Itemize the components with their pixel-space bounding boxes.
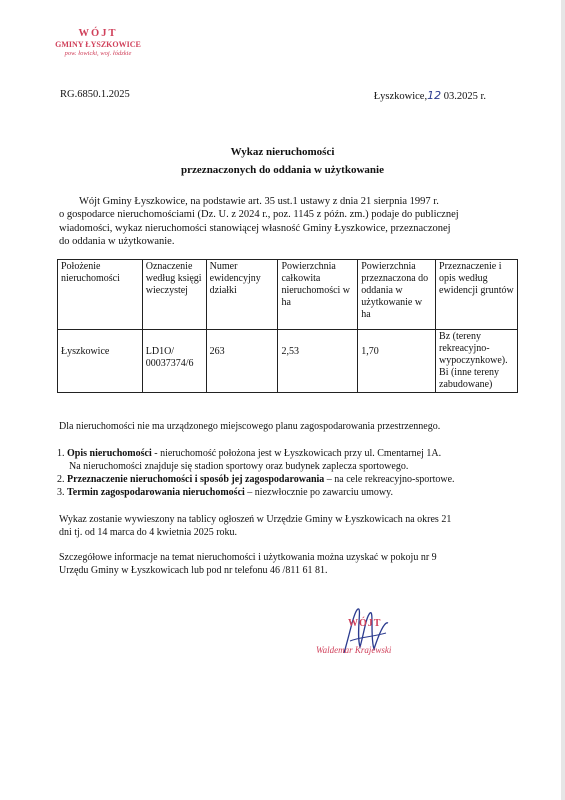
header-purpose: Przeznaczenie i opis według ewidencji gruntów bbox=[436, 260, 518, 330]
list-item bbox=[57, 447, 527, 460]
document-title: Wykaz nieruchomości bbox=[230, 146, 335, 158]
posting-line: Wykaz zostanie wywieszony na tablicy ogłoszeń w Urzędzie Gminy w Łyszkowicach na okres 21 bbox=[59, 514, 452, 525]
document-subtitle: przeznaczonych do oddania w użytkowanie bbox=[181, 164, 384, 176]
list-text: – na cele rekreacyjno-sportowe. bbox=[324, 474, 455, 485]
intro-line: do oddania w użytkowanie. bbox=[59, 235, 175, 247]
stamp-municipality: GMINY ŁYSZKOWICE bbox=[55, 40, 141, 49]
list-number: 1. bbox=[57, 448, 65, 459]
signature-title: WÓJT bbox=[348, 618, 382, 629]
intro-paragraph bbox=[59, 195, 514, 248]
cell-location: Łyszkowice bbox=[58, 330, 143, 393]
date-rest: 03.2025 r. bbox=[443, 91, 486, 102]
signature-name: Waldemar Krajewski bbox=[316, 645, 392, 655]
cell-purpose: Bz (tereny rekreacyjno-wypoczynkowe). Bi (inne tereny zabudowane) bbox=[436, 330, 518, 393]
list-number: 2. bbox=[57, 474, 65, 485]
intro-line: wiadomości, wykaz nieruchomości stanowiącej własność Gminy Łyszkowice, przeznaczonej bbox=[59, 222, 451, 234]
cell-total-area: 2,53 bbox=[278, 330, 358, 393]
intro-line: o gospodarce nieruchomościami (Dz. U. z 2024 r., poz. 1145 z późn. zm.) podaje do publicznej bbox=[59, 209, 459, 221]
reference-number: RG.6850.1.2025 bbox=[60, 89, 130, 100]
header-lease-area: Powierzchnia przeznaczona do oddania w użytkowanie w ha bbox=[358, 260, 436, 330]
posting-note bbox=[59, 514, 529, 540]
property-details-list bbox=[57, 447, 527, 499]
office-stamp bbox=[48, 28, 148, 57]
cell-parcel-number: 263 bbox=[206, 330, 278, 393]
list-text: - nieruchomość położona jest w Łyszkowicach przy ul. Cmentarnej 1A. bbox=[151, 448, 442, 459]
list-label: Termin zagospodarowania nieruchomości bbox=[67, 487, 245, 498]
list-text: – niezwłocznie po zawarciu umowy. bbox=[244, 487, 393, 498]
list-item-continuation: Na nieruchomości znajduje się stadion sportowy oraz budynek zaplecza sportowego. bbox=[69, 461, 409, 472]
document-date bbox=[374, 89, 486, 102]
list-item bbox=[57, 486, 527, 499]
header-total-area: Powierzchnia całkowita nieruchomości w ha bbox=[278, 260, 358, 330]
header-parcel-number: Numer ewidencyjny działki bbox=[206, 260, 278, 330]
cell-land-register: LD1O/ 00037374/6 bbox=[142, 330, 206, 393]
contact-note bbox=[59, 552, 529, 578]
header-land-register: Oznaczenie według księgi wieczystej bbox=[142, 260, 206, 330]
table-row bbox=[58, 330, 518, 393]
date-place: Łyszkowice, bbox=[373, 91, 428, 102]
contact-line: Urzędu Gminy w Łyszkowicach lub pod nr telefonu 46 /811 61 81. bbox=[59, 564, 328, 576]
date-day-handwritten: 12 bbox=[427, 89, 442, 102]
scan-edge bbox=[561, 0, 565, 800]
property-table bbox=[57, 259, 518, 393]
cell-lease-area: 1,70 bbox=[358, 330, 436, 393]
list-label: Opis nieruchomości bbox=[67, 448, 152, 459]
header-location: Położenie nieruchomości bbox=[58, 260, 143, 330]
posting-line: dni tj. od 14 marca do 4 kwietnia 2025 roku. bbox=[59, 526, 238, 538]
list-number: 3. bbox=[57, 487, 65, 498]
table-header-row bbox=[58, 260, 518, 330]
plan-note: Dla nieruchomości nie ma urządzonego miejscowego planu zagospodarowania przestrzennego. bbox=[59, 421, 441, 432]
stamp-title: WÓJT bbox=[78, 28, 118, 39]
stamp-district: pow. łowicki, woj. łódzkie bbox=[64, 50, 132, 57]
signature-stamp bbox=[306, 603, 416, 663]
contact-line: Szczegółowe informacje na temat nieruchomości i użytkowania można uzyskać w pokoju nr 9 bbox=[59, 552, 437, 563]
list-label: Przeznaczenie nieruchomości i sposób jej zagospodarowania bbox=[67, 474, 325, 485]
intro-line: Wójt Gminy Łyszkowice, na podstawie art. 35 ust.1 ustawy z dnia 21 sierpnia 1997 r. bbox=[79, 196, 439, 207]
list-item bbox=[57, 473, 527, 486]
